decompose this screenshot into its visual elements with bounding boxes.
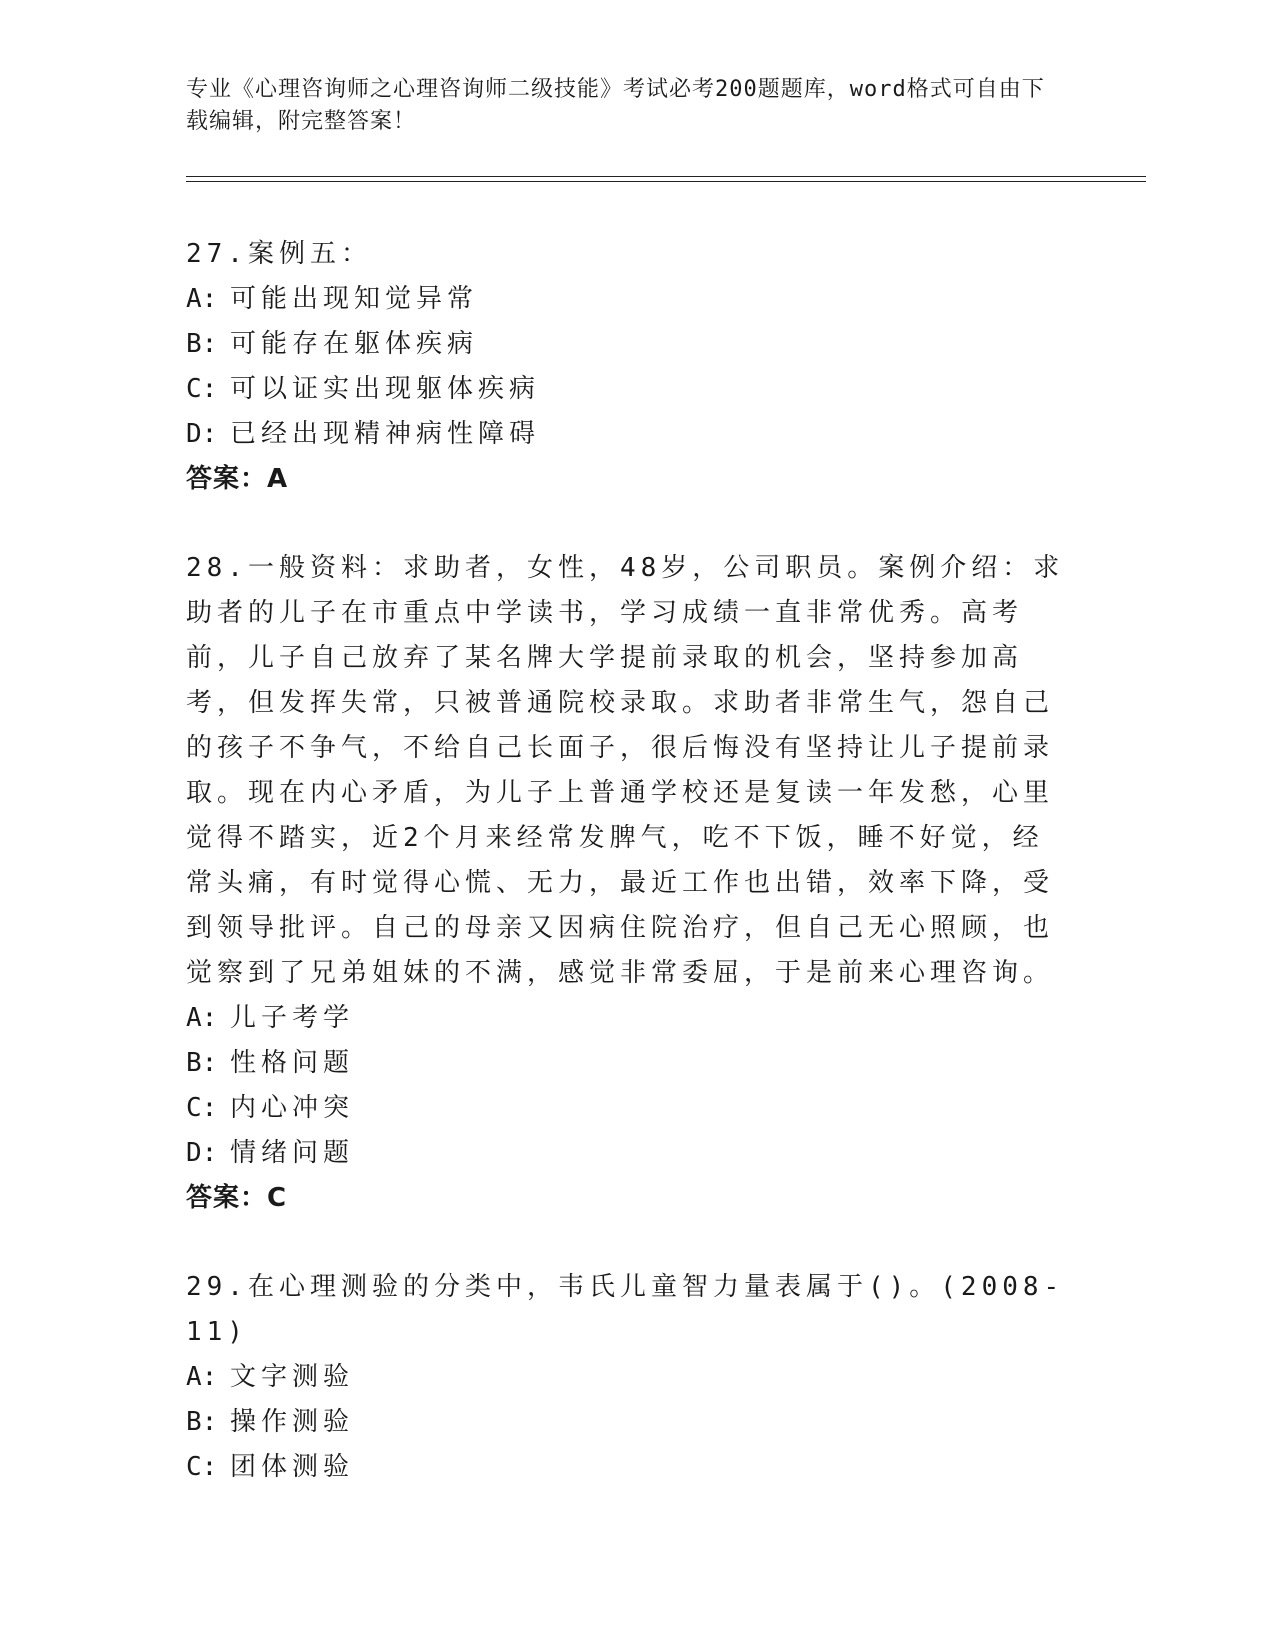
option-a xyxy=(186,277,1086,322)
option-letter: D: xyxy=(186,419,218,449)
option-text: 性格问题 xyxy=(230,1048,355,1078)
question-stem: 28.一般资料：求助者，女性，48岁，公司职员。案例介绍：求助者的儿子在市重点中学读书，学习成绩一直非常优秀。高考前，儿子自己放弃了某名牌大学提前录取的机会，坚持参加高考，但发挥失常，只被普通院校录取。求助者非常生气，怨自己的孩子不争气，不给自己长面子，很后悔没有坚持让儿子提前录取。现在内心矛盾，为儿子上普通学校还是复读一年发愁，心里觉得不踏实，近2个月来经常发脾气，吃不下饭，睡不好觉，经常头痛，有时觉得心慌、无力，最近工作也出错，效率下降，受到领导批评。自己的母亲又因病住院治疗，但自己无心照顾，也觉察到了兄弟姐妹的不满，感觉非常委屈，于是前来心理咨询。 xyxy=(186,553,1065,988)
option-letter: B: xyxy=(186,1048,218,1078)
question-29 xyxy=(186,1265,1086,1490)
option-text: 内心冲突 xyxy=(230,1093,355,1123)
answer-line: 答案：A xyxy=(186,464,289,494)
option-letter: C: xyxy=(186,374,218,404)
option-text: 操作测验 xyxy=(230,1407,355,1437)
header-divider xyxy=(186,176,1146,182)
option-d xyxy=(186,412,1086,457)
option-letter: C: xyxy=(186,1093,218,1123)
option-letter: D: xyxy=(186,1138,218,1168)
option-text: 儿子考学 xyxy=(230,1003,355,1033)
option-letter: A: xyxy=(186,1003,218,1033)
option-letter: A: xyxy=(186,284,218,314)
option-text: 文字测验 xyxy=(230,1362,355,1392)
option-d xyxy=(186,1131,1086,1176)
option-letter: A: xyxy=(186,1362,218,1392)
option-text: 团体测验 xyxy=(230,1452,355,1482)
question-list xyxy=(186,232,1086,1534)
option-letter: C: xyxy=(186,1452,218,1482)
question-28 xyxy=(186,546,1086,1221)
document-header: 专业《心理咨询师之心理咨询师二级技能》考试必考200题题库，word格式可自由下载编辑，附完整答案！ xyxy=(186,77,1045,134)
question-stem: 29.在心理测验的分类中，韦氏儿童智力量表属于()。(2008-11) xyxy=(186,1272,1065,1347)
option-c xyxy=(186,367,1086,412)
option-c xyxy=(186,1445,1086,1490)
option-letter: B: xyxy=(186,329,218,359)
option-b xyxy=(186,1400,1086,1445)
answer-line: 答案：C xyxy=(186,1183,288,1213)
option-c xyxy=(186,1086,1086,1131)
option-a xyxy=(186,996,1086,1041)
option-text: 情绪问题 xyxy=(230,1138,355,1168)
option-b xyxy=(186,1041,1086,1086)
option-text: 可以证实出现躯体疾病 xyxy=(230,374,541,404)
option-letter: B: xyxy=(186,1407,218,1437)
option-text: 已经出现精神病性障碍 xyxy=(230,419,541,449)
option-a xyxy=(186,1355,1086,1400)
option-text: 可能出现知觉异常 xyxy=(230,284,479,314)
option-b xyxy=(186,322,1086,367)
question-stem: 27.案例五： xyxy=(186,239,372,269)
option-text: 可能存在躯体疾病 xyxy=(230,329,479,359)
question-27 xyxy=(186,232,1086,502)
